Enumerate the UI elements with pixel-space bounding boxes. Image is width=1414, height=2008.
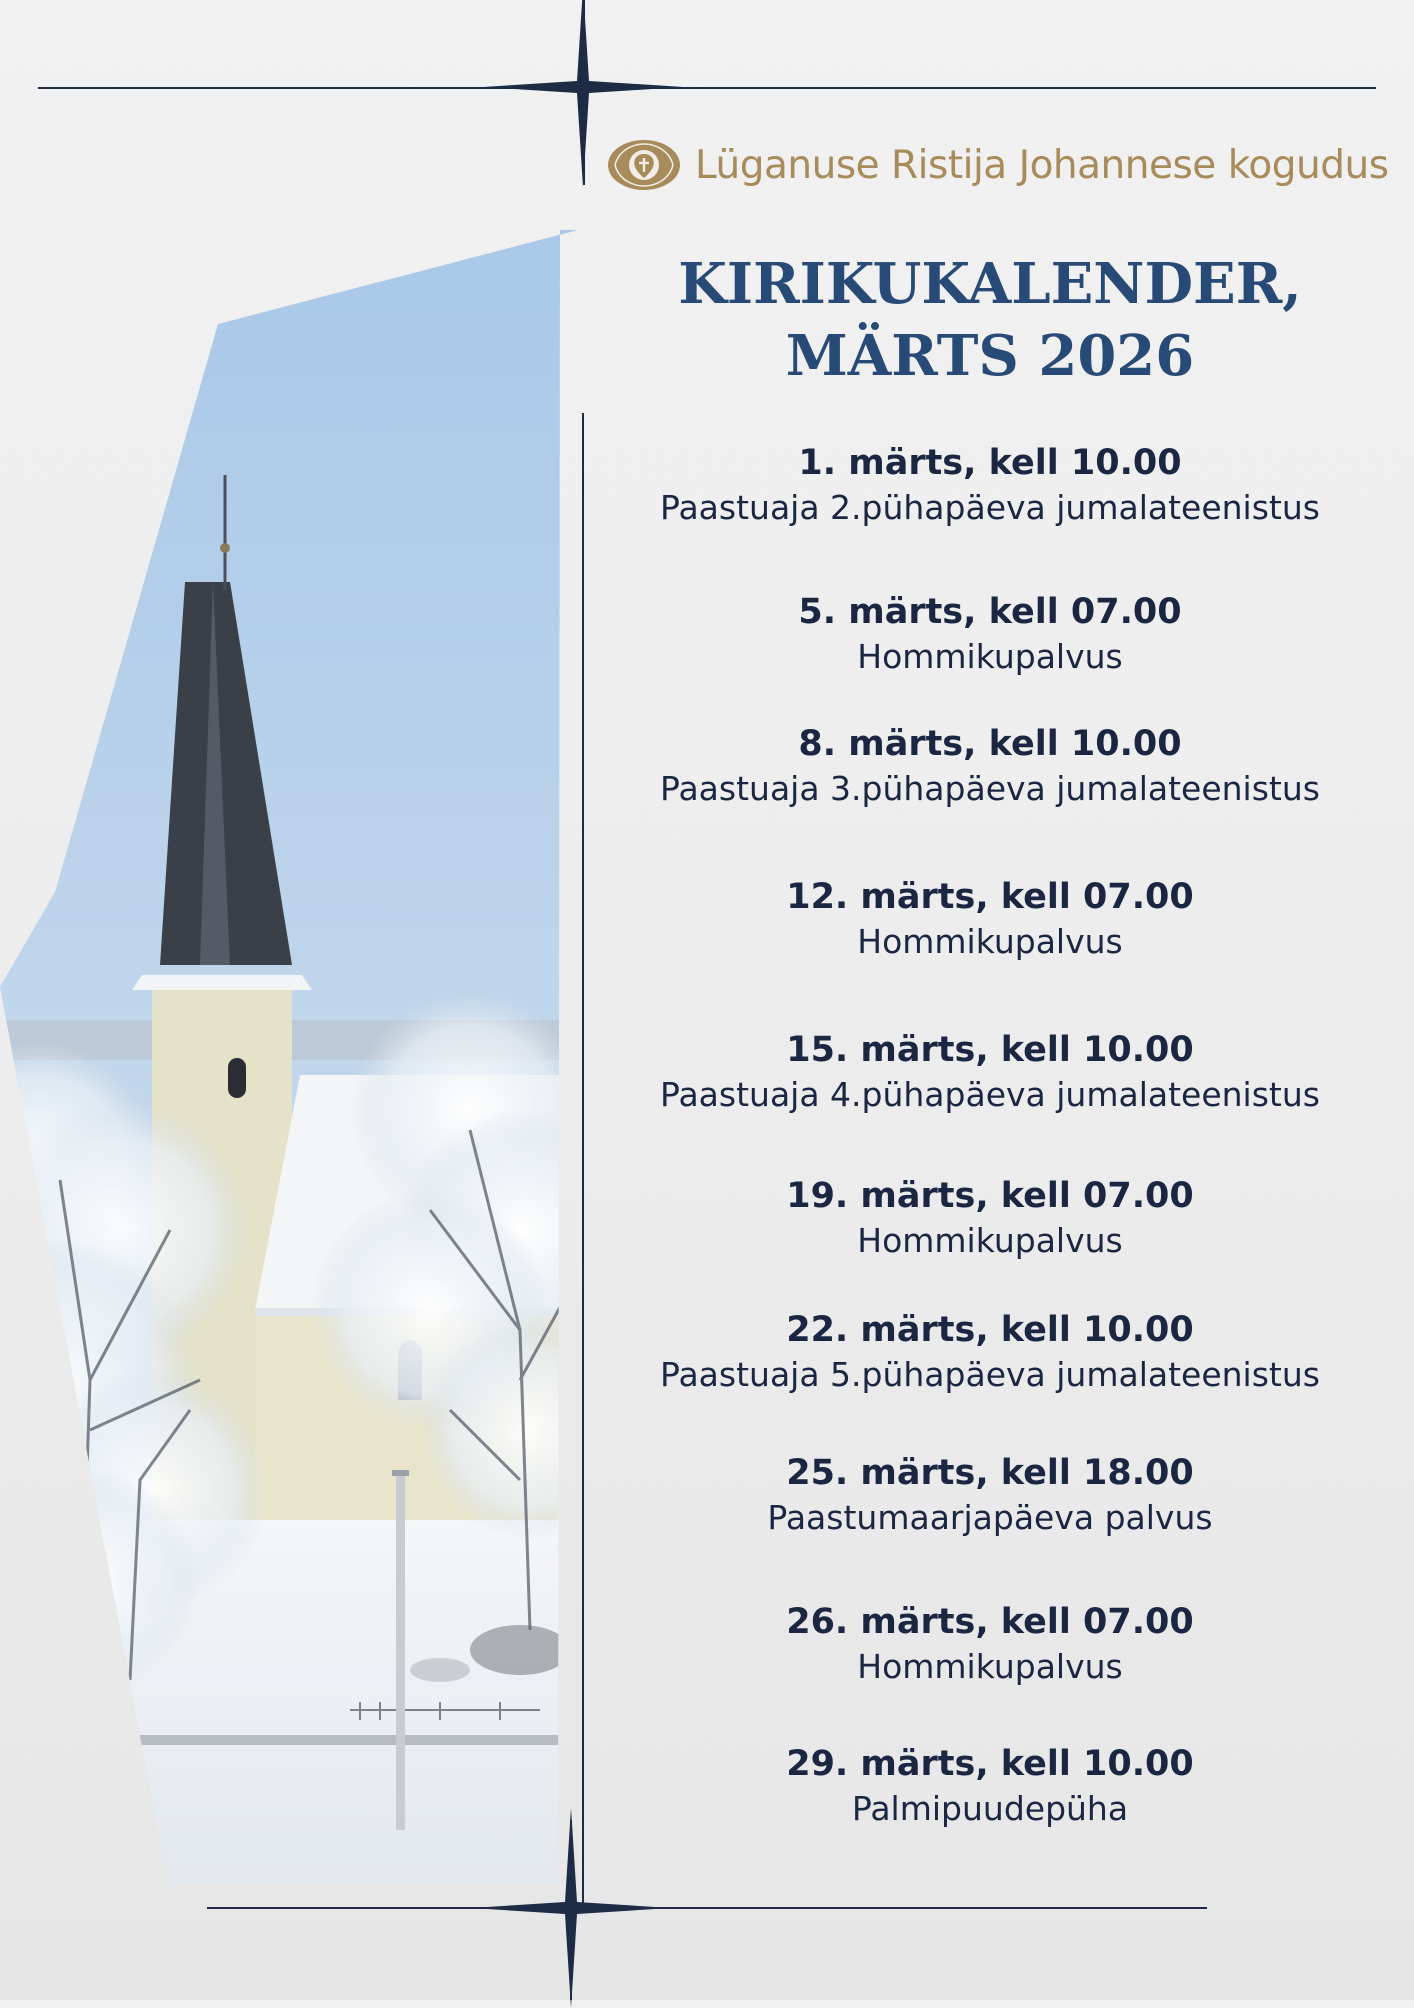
- event-description: Paastuaja 4.pühapäeva jumalateenistus: [660, 1075, 1320, 1114]
- event-date-time: 15. märts, kell 10.00: [786, 1030, 1194, 1070]
- page-title: [620, 248, 1360, 392]
- event-description: Paastuaja 3.pühapäeva jumalateenistus: [660, 769, 1320, 808]
- event-date-time: 19. märts, kell 07.00: [786, 1176, 1194, 1216]
- event-item: [600, 1028, 1380, 1118]
- event-description: Hommikupalvus: [857, 922, 1123, 961]
- event-date-time: 29. märts, kell 10.00: [786, 1744, 1194, 1784]
- event-item: [600, 1600, 1380, 1690]
- event-item: [600, 1742, 1380, 1832]
- luther-rose-icon: [605, 136, 683, 194]
- event-date-time: 5. märts, kell 07.00: [798, 592, 1182, 632]
- organization-name: Lüganuse Ristija Johannese kogudus: [695, 142, 1389, 188]
- event-description: Palmipuudepüha: [851, 1789, 1129, 1828]
- event-date-time: 26. märts, kell 07.00: [786, 1602, 1194, 1642]
- event-item: [600, 590, 1380, 680]
- event-description: Paastuaja 2.pühapäeva jumalateenistus: [660, 488, 1320, 527]
- organization-header: [605, 135, 1389, 195]
- title-line-2: MÄRTS 2026: [785, 323, 1195, 389]
- event-date-time: 22. märts, kell 10.00: [786, 1310, 1194, 1350]
- event-description: Paastuaja 5.pühapäeva jumalateenistus: [660, 1355, 1320, 1394]
- event-description: Hommikupalvus: [857, 1221, 1123, 1260]
- event-description: Hommikupalvus: [857, 1647, 1123, 1686]
- event-date-time: 12. märts, kell 07.00: [786, 877, 1194, 917]
- event-item: [600, 1308, 1380, 1398]
- event-date-time: 25. märts, kell 18.00: [786, 1453, 1194, 1493]
- event-date-time: 8. märts, kell 10.00: [798, 724, 1182, 764]
- event-item: [600, 875, 1380, 965]
- bottom-divider-line: [207, 1907, 1207, 1909]
- event-item: [600, 1451, 1380, 1541]
- title-line-1: KIRIKUKALENDER,: [678, 251, 1302, 317]
- event-item: [600, 441, 1380, 531]
- event-description: Hommikupalvus: [857, 637, 1123, 676]
- event-item: [600, 722, 1380, 812]
- event-date-time: 1. märts, kell 10.00: [798, 443, 1182, 483]
- event-description: Paastumaarjapäeva palvus: [767, 1498, 1213, 1537]
- event-item: [600, 1174, 1380, 1264]
- top-divider-line: [38, 87, 1376, 89]
- winter-church-photo: [0, 230, 580, 1885]
- center-vertical-divider: [582, 413, 584, 1903]
